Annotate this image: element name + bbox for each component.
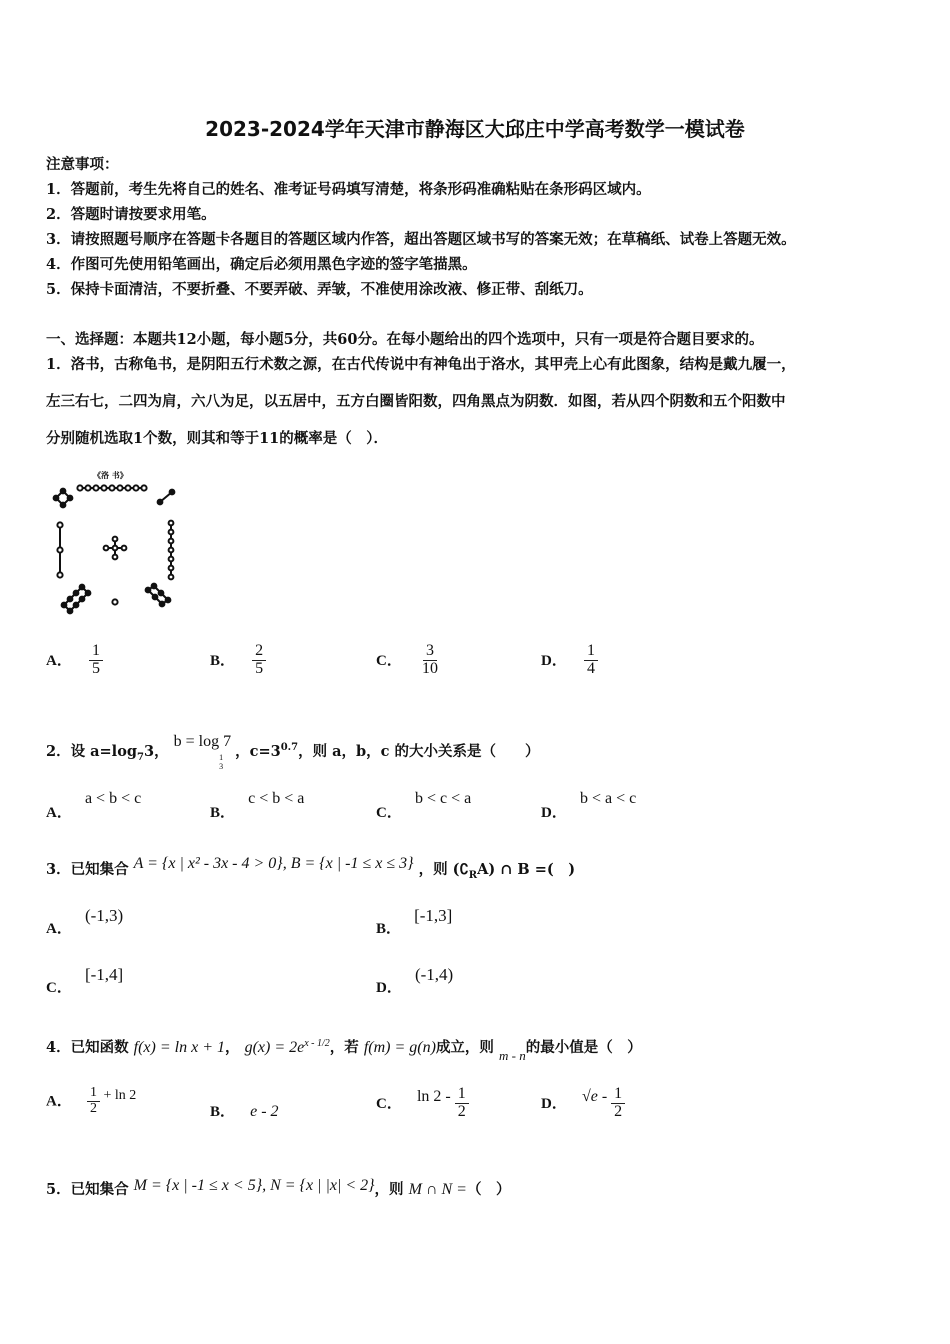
q2-option-d[interactable]: D． b < a < c (541, 790, 637, 821)
notice-item: 4．作图可先使用铅笔画出，确定后必须用黑色字迹的签字笔描黑。 (46, 256, 477, 273)
q3-option-c[interactable]: C． [-1,4] (46, 965, 124, 996)
luoshu-diagram (48, 470, 183, 620)
notice-item: 1．答题前，考生先将自己的姓名、准考证号码填写清楚，将条形码准确粘贴在条形码区域内。 (46, 181, 651, 198)
q4-option-d[interactable]: D． √e - $\frac{1}{2}$ (541, 1086, 625, 1121)
q1-line: 1．洛书，古称龟书，是阴阳五行术数之源，在古代传说中有神龟出于洛水，其甲壳上心有此图象，结构是戴九履一， (46, 356, 796, 373)
q3-option-d[interactable]: D． (-1,4) (376, 965, 454, 996)
q4-stem: 4．已知函数 f(x) = ln x + 1， $g(x) = 2e^{x - 1/2}$，若 f(m) = g(n)成立，则 m - n的最小值是（ ） (46, 1038, 642, 1063)
q1-option-d[interactable]: D． $\frac{1}{4}$ (541, 643, 598, 678)
q2-option-b[interactable]: B． c < b < a (210, 790, 305, 821)
page-title: 2023-2024学年天津市静海区大邱庄中学高考数学一模试卷 (205, 117, 745, 141)
q3-option-b[interactable]: B． [-1,3] (376, 906, 453, 937)
q5-stem: 5．已知集合 M = {x | -1 ≤ x < 5}, N = {x | |x| < 2}，则 M ∩ N =（ ） (46, 1177, 511, 1198)
q3-option-a[interactable]: A． (-1,3) (46, 906, 124, 937)
q1-option-c[interactable]: C． $\frac{3}{10}$ (376, 642, 438, 677)
q1-option-a[interactable]: A． $\frac{1}{5}$ (46, 643, 103, 678)
section-heading: 一、选择题：本题共12小题，每小题5分，共60分。在每小题给出的四个选项中，只有一项是符合题目要求的。 (46, 331, 764, 348)
q3-stem: 3．已知集合 A = {x | x² - 3x - 4 > 0}, B = {x | -1 ≤ x ≤ 3} ，则 $(∁_RA)$ ∩ B =( ) (46, 855, 576, 881)
notice-item: 3．请按照题号顺序在答题卡各题目的答题区域内作答，超出答题区域书写的答案无效；在草稿纸、试卷上答题无效。 (46, 231, 796, 248)
q1-line: 分别随机选取1个数，则其和等于11的概率是（ ）． (46, 430, 389, 447)
notice-heading: 注意事项： (46, 156, 119, 173)
notice-item: 5．保持卡面清洁，不要折叠、不要弄破、弄皱，不准使用涂改液、修正带、刮纸刀。 (46, 281, 593, 298)
notice-item: 2．答题时请按要求用笔。 (46, 206, 216, 223)
figure-caption: 《洛 书》 (93, 470, 128, 480)
q2-option-c[interactable]: C． b < c < a (376, 790, 472, 821)
q2-stem: 2．设 $a=\log_73$， b = log 1 3 7 ，$c=3^{0.7}$，则 a，b，c 的大小关系是（ ） (46, 733, 540, 771)
q4-option-b[interactable]: B． e - 2 (210, 1103, 279, 1120)
luoshu-figure (48, 470, 183, 620)
q4-option-c[interactable]: C． ln 2 - $\frac{1}{2}$ (376, 1086, 469, 1121)
q2-option-a[interactable]: A． a < b < c (46, 790, 142, 821)
q1-line: 左三右七，二四为肩，六八为足，以五居中，五方白圈皆阳数，四角黑点为阴数．如图，若从四个阴数和五个阳数中 (46, 393, 786, 410)
q1-option-b[interactable]: B． $\frac{2}{5}$ (210, 643, 266, 678)
q4-option-a[interactable]: A． $\frac{1}{2}$ + ln 2 (46, 1085, 137, 1116)
